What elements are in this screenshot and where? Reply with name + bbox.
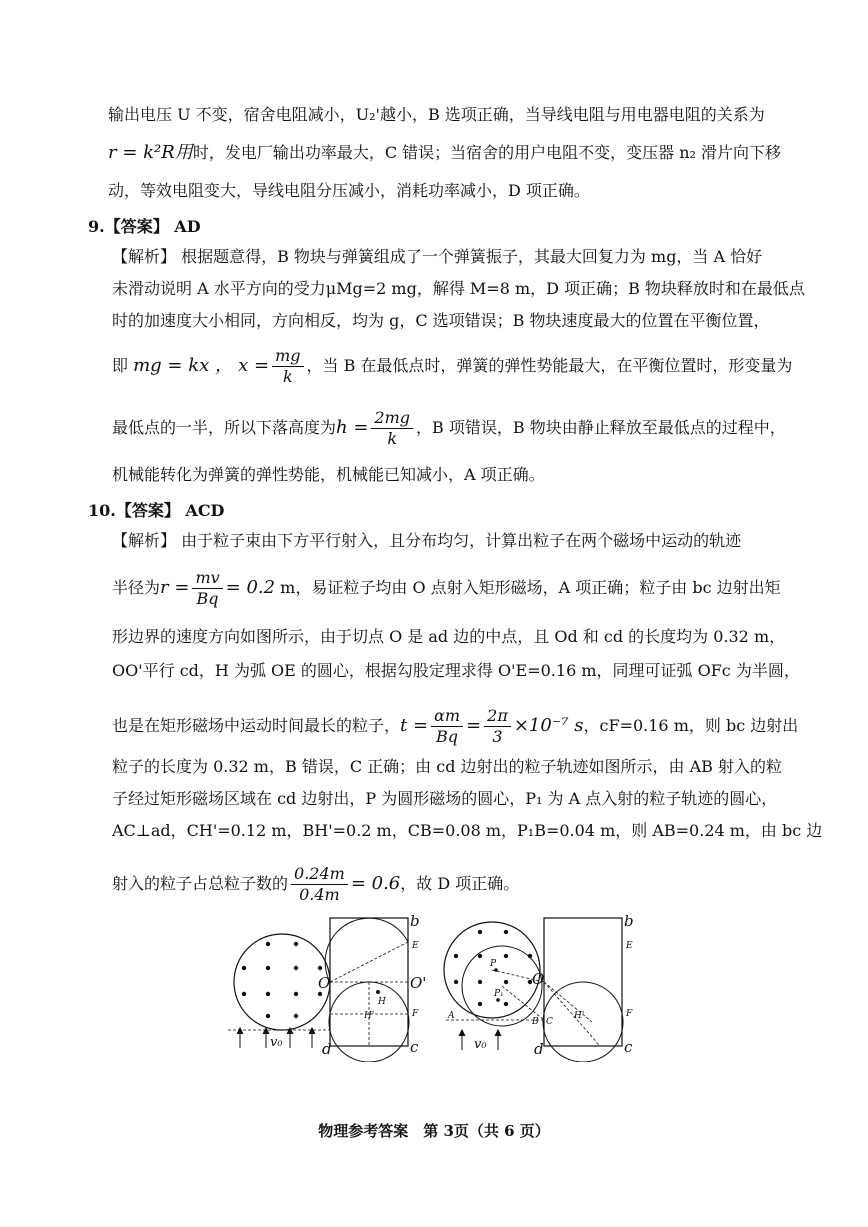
q9-l4-pre: 即 bbox=[112, 356, 129, 375]
right-label-c-corner: c bbox=[624, 1038, 633, 1056]
q9-l5-pre: 最低点的一半，所以下落高度为 bbox=[112, 418, 337, 437]
q9-eq-h: h = bbox=[336, 417, 369, 438]
q10-l9-pre: 射入的粒子占总粒子数的 bbox=[112, 874, 289, 893]
q10-line-8: AC⊥ad，CH'=0.12 m，BH'=0.2 m，CB=0.08 m，P₁B=0.04 m，则 AB=0.24 m，由 bc 边 bbox=[112, 821, 823, 840]
q9-l4-text: ，当 B 在最低点时，弹簧的弹性势能最大，在平衡位置时，形变量为 bbox=[306, 356, 793, 375]
right-label-o: O bbox=[532, 970, 545, 988]
q10-line-7: 子经过矩形磁场区域在 cd 边射出，P 为圆形磁场的圆心，P₁ 为 A 点入射的粒子轨迹的圆心， bbox=[112, 789, 778, 808]
q10-l2-pre: 半径为 bbox=[112, 578, 161, 597]
q9-line-2: 未滑动说明 A 水平方向的受力μMg=2 mg，解得 M=8 m，D 项正确；B 物块释放时和在最低点 bbox=[112, 279, 805, 298]
right-label-e: E bbox=[626, 941, 633, 951]
q10-line-5 bbox=[112, 706, 798, 747]
q10-line-9 bbox=[112, 864, 519, 905]
q9-line-6: 机械能转化为弹簧的弹性势能，机械能已知减小，A 项正确。 bbox=[112, 465, 545, 484]
left-diagram bbox=[228, 912, 426, 1062]
q10-frac-am-bq: $\frac{\alpha m}{Bq}$ bbox=[431, 706, 463, 747]
q10-line-1: 【解析】 由于粒子束由下方平行射入，且分布均匀，计算出粒子在两个磁场中运动的轨迹 bbox=[112, 531, 742, 550]
q10-l5-text: ，cF=0.16 m，则 bc 边射出 bbox=[583, 716, 799, 735]
left-label-e: E bbox=[412, 941, 419, 951]
right-label-p: P bbox=[490, 959, 497, 969]
right-label-p1: P₁ bbox=[494, 989, 504, 999]
left-line-oe bbox=[330, 942, 408, 982]
right-diagram bbox=[444, 912, 634, 1062]
q10-frac-ratio: $\frac{0.24m}{0.4m}$ bbox=[291, 864, 348, 905]
left-field-dots bbox=[242, 942, 322, 1018]
page-footer: 物理参考答案 第 3页（共 6 页） bbox=[318, 1122, 550, 1140]
q10-l2-text: m，易证粒子均由 O 点射入矩形磁场，A 项正确；粒子由 bc 边射出矩 bbox=[275, 578, 781, 597]
q9-line-4 bbox=[112, 346, 792, 387]
right-line-oh bbox=[544, 982, 592, 1022]
right-label-b: B bbox=[532, 1017, 539, 1027]
left-arc-oe bbox=[325, 918, 408, 982]
q9-line-1: 【解析】 根据题意得，B 物块与弹簧组成了一个弹簧振子，其最大回复力为 mg，当 A 恰好 bbox=[112, 247, 763, 266]
q10-line-3: 形边界的速度方向如图所示，由于切点 O 是 ad 边的中点，且 Od 和 cd 的长度均为 0.32 m， bbox=[112, 627, 786, 646]
left-label-o: O bbox=[318, 974, 331, 992]
left-label-d: d bbox=[322, 1040, 332, 1058]
q9-eq-mg-kx: mg = kx ， bbox=[133, 355, 234, 376]
right-label-d: d bbox=[534, 1040, 544, 1058]
intro-line-2 bbox=[108, 142, 781, 164]
q10-eq-r-value: = 0.2 bbox=[225, 577, 276, 598]
q10-heading: 10.【答案】 ACD bbox=[88, 501, 225, 520]
left-label-f: F bbox=[412, 1009, 419, 1019]
q9-frac-mg-k: $\frac{mg}{k}$ bbox=[272, 346, 303, 387]
q10-eq-t-tail: ×10⁻⁷ s bbox=[513, 715, 584, 736]
magnetic-field-figure bbox=[228, 912, 648, 1062]
left-label-v0: v₀ bbox=[270, 1035, 283, 1050]
q10-eq-ratio-value: = 0.6 bbox=[350, 873, 401, 894]
left-label-h: H bbox=[378, 997, 386, 1007]
intro-line-2-text: 时，发电厂输出功率最大，C 错误；当宿舍的用户电阻不变，变压器 n₂ 滑片向下移 bbox=[192, 143, 782, 162]
q10-eq-equals: = bbox=[466, 715, 482, 736]
q10-l5-pre: 也是在矩形磁场中运动时间最长的粒子， bbox=[112, 716, 401, 735]
q9-frac-2mg-k: $\frac{2mg}{k}$ bbox=[371, 408, 413, 449]
left-point-h bbox=[376, 990, 380, 994]
intro-line-3: 动，等效电阻变大，导线电阻分压减小，消耗功率减小，D 项正确。 bbox=[108, 181, 590, 200]
q10-line-2 bbox=[112, 568, 781, 609]
q10-frac-2pi-3: $\frac{2\pi}{3}$ bbox=[484, 706, 511, 747]
right-label-c-point: C bbox=[546, 1017, 553, 1027]
right-label-b-corner: b bbox=[624, 912, 634, 930]
left-label-b: b bbox=[410, 912, 420, 930]
q10-l9-text: ，故 D 项正确。 bbox=[400, 874, 520, 893]
q10-line-4: OO'平行 cd，H 为弧 OE 的圆心，根据勾股定理求得 O'E=0.16 m，同理可证弧 OFc 为半圆， bbox=[112, 661, 800, 680]
right-label-a: A bbox=[448, 1011, 455, 1021]
left-label-c: c bbox=[410, 1038, 419, 1056]
left-label-h-prime: H' bbox=[364, 1011, 375, 1021]
q10-frac-mv-bq: $\frac{mv}{Bq}$ bbox=[192, 568, 222, 609]
q9-line-5 bbox=[112, 408, 786, 449]
q9-heading: 9.【答案】 AD bbox=[88, 217, 201, 236]
right-label-h-prime: H' bbox=[574, 1011, 585, 1021]
q10-line-6: 粒子的长度为 0.32 m，B 错误，C 正确；由 cd 边射出的粒子轨迹如图所示，由 AB 射入的粒 bbox=[112, 757, 783, 776]
q9-l5-text: ，B 项错误，B 物块由静止释放至最低点的过程中， bbox=[416, 418, 786, 437]
power-condition-formula: r = k²R用 bbox=[108, 142, 193, 163]
right-label-f: F bbox=[626, 1009, 633, 1019]
right-line-diag bbox=[544, 982, 600, 1046]
q9-eq-x: x = bbox=[238, 355, 270, 376]
q10-eq-t: t = bbox=[400, 715, 429, 736]
left-field-circle bbox=[234, 934, 330, 1030]
left-label-o-prime: O' bbox=[410, 974, 427, 992]
q10-eq-r: r = bbox=[160, 577, 190, 598]
q9-line-3: 时的加速度大小相同，方向相反，均为 g，C 选项错误；B 物块速度最大的位置在平衡位置， bbox=[112, 311, 770, 330]
right-label-v0: v₀ bbox=[474, 1037, 487, 1052]
intro-line-1: 输出电压 U 不变，宿舍电阻减小，U₂'越小，B 选项正确，当导线电阻与用电器电阻的关系为 bbox=[108, 105, 765, 124]
